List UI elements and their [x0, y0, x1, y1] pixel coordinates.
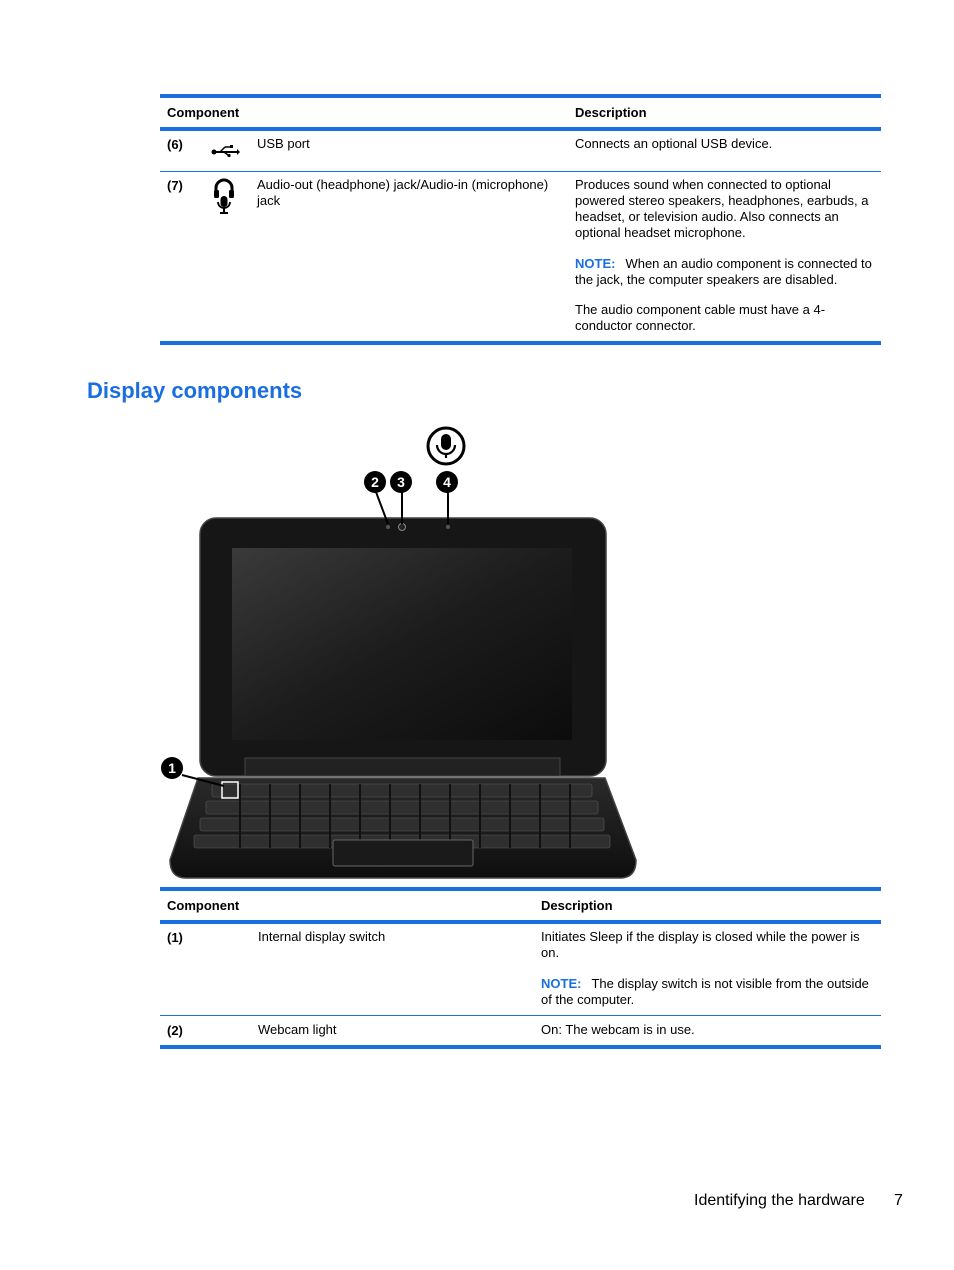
column-header-description: Description: [575, 105, 647, 120]
callout-3: 3: [390, 471, 412, 493]
note-label: NOTE:: [575, 256, 616, 271]
row-number: (7): [167, 178, 183, 193]
column-header-component: Component: [167, 898, 240, 913]
laptop-display-figure: [150, 420, 650, 885]
component-extra-description: The audio component cable must have a 4-conductor connector.: [575, 302, 826, 333]
row-divider: [160, 171, 881, 172]
note-label: NOTE:: [541, 976, 582, 991]
row-number: (6): [167, 137, 183, 152]
row-number: (1): [167, 930, 183, 945]
column-header-description: Description: [541, 898, 613, 913]
table-top-rule: [160, 94, 881, 98]
callout-4: 4: [436, 471, 458, 493]
usb-icon: [210, 140, 240, 158]
component-description: On: The webcam is in use.: [541, 1022, 695, 1037]
note-paragraph: [575, 256, 875, 288]
page-number: 7: [894, 1192, 903, 1209]
note-text: The display switch is not visible from the outside of the computer.: [541, 976, 869, 1007]
table-bottom-rule: [160, 341, 881, 345]
header-rule: [160, 127, 881, 131]
callout-2: 2: [364, 471, 386, 493]
component-name: Audio-out (headphone) jack/Audio-in (microphone) jack: [257, 177, 549, 208]
row-divider: [160, 1015, 881, 1016]
note-text: When an audio component is connected to the jack, the computer speakers are disabled.: [575, 256, 872, 287]
headphone-microphone-icon: [212, 177, 236, 215]
section-title: Display components: [87, 378, 303, 403]
footer-section-name: Identifying the hardware: [694, 1192, 865, 1209]
table-top-rule: [160, 887, 881, 891]
component-name: Webcam light: [258, 1022, 337, 1037]
note-paragraph: [541, 976, 876, 1008]
column-header-component: Component: [167, 105, 240, 120]
header-rule: [160, 920, 881, 924]
callout-1: 1: [161, 757, 183, 779]
component-name: Internal display switch: [258, 929, 386, 944]
component-description: Produces sound when connected to optional powered stereo speakers, headphones, earbuds, a headset, or television audio. Also connects an optional headset microphone.: [575, 177, 869, 240]
component-name: USB port: [257, 136, 310, 151]
table-bottom-rule: [160, 1045, 881, 1049]
component-description: Initiates Sleep if the display is closed while the power is on.: [541, 929, 860, 960]
component-description: Connects an optional USB device.: [575, 136, 773, 151]
row-number: (2): [167, 1023, 183, 1038]
microphone-icon: [426, 426, 466, 466]
